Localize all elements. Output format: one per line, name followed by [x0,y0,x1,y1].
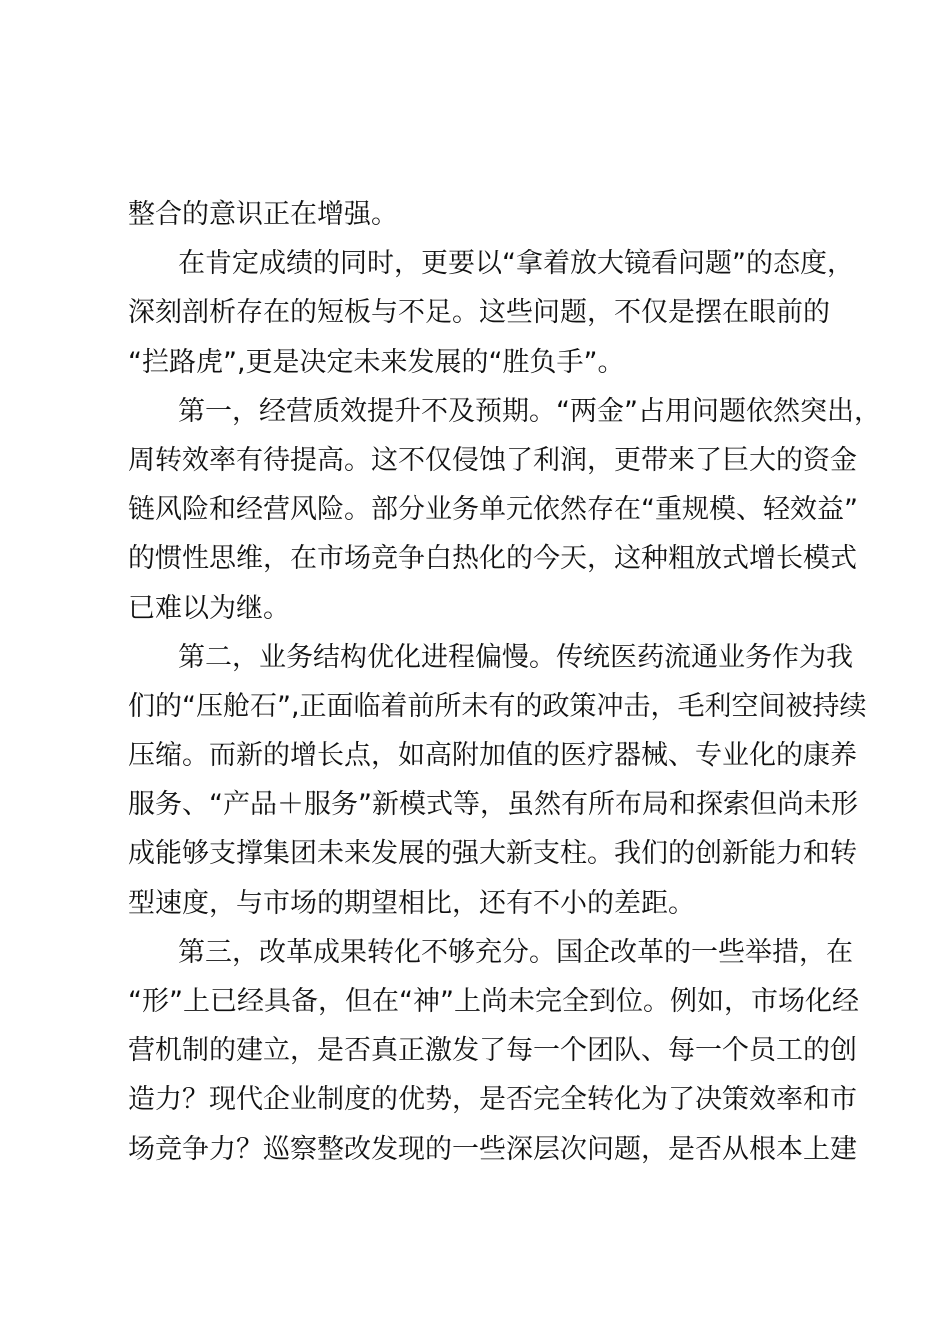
text-line: 已难以为继。 [128,592,290,624]
text-line: 营机制的建立，是否真正激发了每一个团队、每一个员工的创 [128,1035,857,1067]
text-line: 周转效率有待提高。这不仅侵蚀了利润，更带来了巨大的资金 [128,444,857,476]
text-line: 在肯定成绩的同时，更要以“拿着放大镜看问题”的态度， [178,248,854,280]
text-line: 服务、“产品＋服务”新模式等，虽然有所布局和探索但尚未形 [128,789,858,821]
text-line: 链风险和经营风险。部分业务单元依然存在“重规模、轻效益” [128,494,858,526]
paragraph-problems-intro [128,239,854,387]
text-line: 压缩。而新的增长点，如高附加值的医疗器械、专业化的康养 [128,740,857,772]
text-line: 第三，改革成果转化不够充分。国企改革的一些举措，在 [178,936,853,968]
text-line: “拦路虎”,更是决定未来发展的“胜负手”。 [128,346,625,378]
paragraph-intro-tail [128,190,828,239]
text-line: 的惯性思维，在市场竞争白热化的今天，这种粗放式增长模式 [128,543,857,575]
text-line: 第一，经营质效提升不及预期。“两金”占用问题依然突出， [178,395,881,427]
text-line: 成能够支撑集团未来发展的强大新支柱。我们的创新能力和转 [128,838,857,870]
text-line: 第二，业务结构优化进程偏慢。传统医药流通业务作为我 [178,641,853,673]
body-text [128,190,881,1174]
text-line: 整合的意识正在增强。 [128,199,398,230]
text-line: 造力？现代企业制度的优势，是否完全转化为了决策效率和市 [128,1084,857,1116]
paragraph-third-point [128,928,859,1174]
text-line: 深刻剖析存在的短板与不足。这些问题，不仅是摆在眼前的 [128,297,830,329]
text-line: “形”上已经具备，但在“神”上尚未完全到位。例如，市场化经 [128,986,859,1017]
paragraph-first-point [128,387,881,633]
text-line: 型速度，与市场的期望相比，还有不小的差距。 [128,887,695,919]
text-line: 场竞争力？巡察整改发现的一些深层次问题，是否从根本上建 [128,1133,857,1165]
paragraph-second-point [128,633,867,928]
text-line: 们的“压舱石”,正面临着前所未有的政策冲击，毛利空间被持续 [128,690,867,722]
